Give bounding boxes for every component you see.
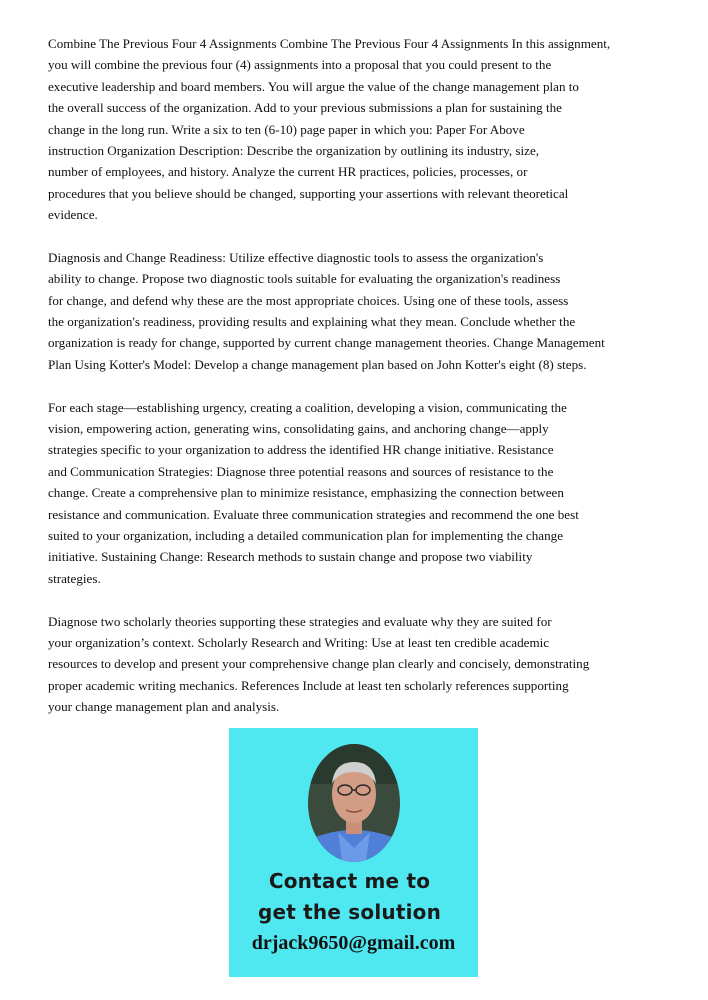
author-portrait-image <box>308 744 400 862</box>
text-line: you will combine the previous four (4) assignments into a proposal that you could present to the <box>48 57 552 73</box>
document-body <box>48 33 668 718</box>
text-line: suited to your organization, including a detailed communication plan for implementing the change <box>48 527 564 543</box>
paragraph-4 <box>48 611 668 718</box>
text-line: resistance and communication. Evaluate three communication strategies and recommend the one best <box>48 506 579 522</box>
text-line: change in the long run. Write a six to ten (6-10) page paper in which you: Paper For Above <box>48 121 525 137</box>
text-line: resources to develop and present your comprehensive change plan clearly and concisely, demonstrating <box>48 656 590 672</box>
text-line: Plan Using Kotter's Model: Develop a change management plan based on John Kotter's eight (8) steps. <box>48 356 587 372</box>
text-line: and Communication Strategies: Diagnose three potential reasons and sources of resistance to the <box>48 463 554 479</box>
text-line: change. Create a comprehensive plan to minimize resistance, emphasizing the connection between <box>48 485 564 501</box>
paragraph-2 <box>48 247 668 375</box>
text-line: for change, and defend why these are the most appropriate choices. Using one of these tools, assess <box>48 292 569 308</box>
text-line: instruction Organization Description: Describe the organization by outlining its industry, size, <box>48 142 540 158</box>
text-line: your organization’s context. Scholarly Research and Writing: Use at least ten credible academic <box>48 634 550 650</box>
text-line: strategies specific to your organization to address the identified HR change initiative. Resistance <box>48 442 554 458</box>
text-line: For each stage—establishing urgency, creating a coalition, developing a vision, communicating the <box>48 399 567 415</box>
text-line: proper academic writing mechanics. References Include at least ten scholarly references supporting <box>48 677 569 693</box>
text-line: vision, empowering action, generating wins, consolidating gains, and anchoring change—apply <box>48 421 549 437</box>
promo-headline-line1: Contact me to <box>268 869 431 893</box>
text-line: evidence. <box>48 207 98 223</box>
text-line: your change management plan and analysis. <box>48 699 280 715</box>
text-line: organization is ready for change, supported by current change management theories. Change Management <box>48 335 605 351</box>
author-portrait <box>308 744 400 862</box>
text-line: Diagnosis and Change Readiness: Utilize effective diagnostic tools to assess the organization's <box>48 249 544 265</box>
text-line: Combine The Previous Four 4 Assignments Combine The Previous Four 4 Assignments In this assignment, <box>48 36 611 51</box>
text-line: the overall success of the organization. Add to your previous submissions a plan for sustaining the <box>48 100 562 116</box>
promo-headline-line2: get the solution <box>257 900 442 924</box>
text-line: procedures that you believe should be changed, supporting your assertions with relevant theoretical <box>48 185 569 201</box>
text-line: strategies. <box>48 570 101 586</box>
contact-promo-banner <box>229 728 478 977</box>
text-line: the organization's readiness, providing results and explaining what they mean. Conclude whether the <box>48 314 576 330</box>
text-line: number of employees, and history. Analyze the current HR practices, policies, processes, or <box>48 164 528 180</box>
contact-email[interactable]: drjack9650@gmail.com <box>251 932 456 954</box>
text-line: Diagnose two scholarly theories supporting these strategies and evaluate why they are suited for <box>48 613 552 629</box>
paragraph-3 <box>48 397 668 590</box>
paragraph-1 <box>48 33 668 226</box>
text-line: initiative. Sustaining Change: Research methods to sustain change and propose two viability <box>48 549 533 565</box>
text-line: executive leadership and board members. You will argue the value of the change management plan to <box>48 78 579 94</box>
text-line: ability to change. Propose two diagnostic tools suitable for evaluating the organization's readiness <box>48 271 561 287</box>
